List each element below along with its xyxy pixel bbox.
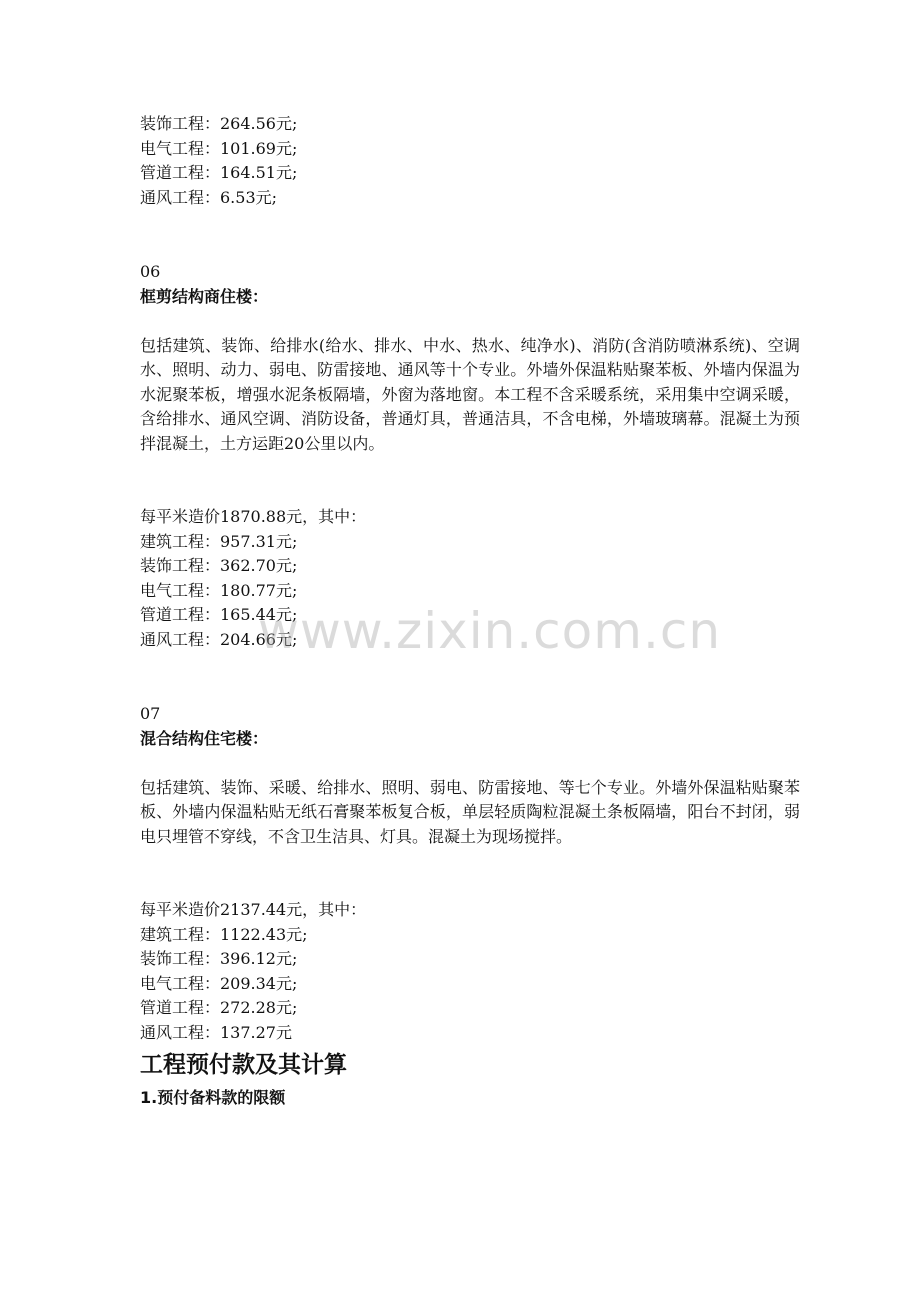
cost-line: 装饰工程：362.70元; [140,556,298,575]
section-number: 07 [140,704,161,723]
section-06-cost-list [140,505,800,652]
section-06 [140,260,800,652]
section-description: 包括建筑、装饰、采暖、给排水、照明、弱电、防雷接地、等七个专业。外墙外保温粘贴聚苯板、外墙内保温粘贴无纸石膏聚苯板复合板，单层轻质陶粒混凝土条板隔墙，阳台不封闭，弱电只埋管不穿线，不含卫生洁具、灯具。混凝土为现场搅拌。 [140,777,800,846]
section-description: 包括建筑、装饰、给排水(给水、排水、中水、热水、纯净水)、消防(含消防喷淋系统)、空调水、照明、动力、弱电、防雷接地、通风等十个专业。外墙外保温粘贴聚苯板、外墙内保温为水泥聚苯板，增强水泥条板隔墙，外窗为落地窗。本工程不含采暖系统，采用集中空调采暖，含给排水、通风空调、消防设备，普通灯具，普通洁具，不含电梯，外墙玻璃幕。混凝土为预拌混凝土，土方运距20公里以内。 [140,335,800,453]
section-07-cost-list [140,898,800,1045]
section-number: 06 [140,262,161,281]
cost-line: 电气工程：209.34元; [140,973,298,993]
cost-line: 装饰工程：396.12元; [140,949,298,968]
cost-summary: 每平米造价2137.44元，其中： [140,900,367,919]
section-title: 框剪结构商住楼： [140,286,269,306]
cost-line: 管道工程：164.51元; [140,163,298,182]
cost-line: 建筑工程：957.31元; [140,531,298,551]
cost-line: 装饰工程：264.56元; [140,114,298,133]
cost-line: 电气工程：101.69元; [140,138,298,158]
cost-line: 通风工程：204.66元; [140,629,298,649]
section-title: 混合结构住宅楼： [140,728,269,748]
document-page [140,112,800,1111]
cost-line: 电气工程：180.77元; [140,580,298,600]
cost-line: 建筑工程：1122.43元; [140,924,308,944]
cost-line: 管道工程：165.44元; [140,605,298,624]
heading-advance-payment: 工程预付款及其计算 [140,1052,347,1078]
cost-summary: 每平米造价1870.88元，其中： [140,507,367,526]
subheading-limit: 1.预付备料款的限额 [140,1088,286,1107]
cost-line: 通风工程：6.53元; [140,187,278,207]
cost-line: 通风工程：137.27元 [140,1022,292,1042]
section-07 [140,702,800,1045]
watermark: www.zixin.com.cn [258,602,722,660]
intro-cost-list [140,112,800,210]
cost-line: 管道工程：272.28元; [140,998,298,1017]
